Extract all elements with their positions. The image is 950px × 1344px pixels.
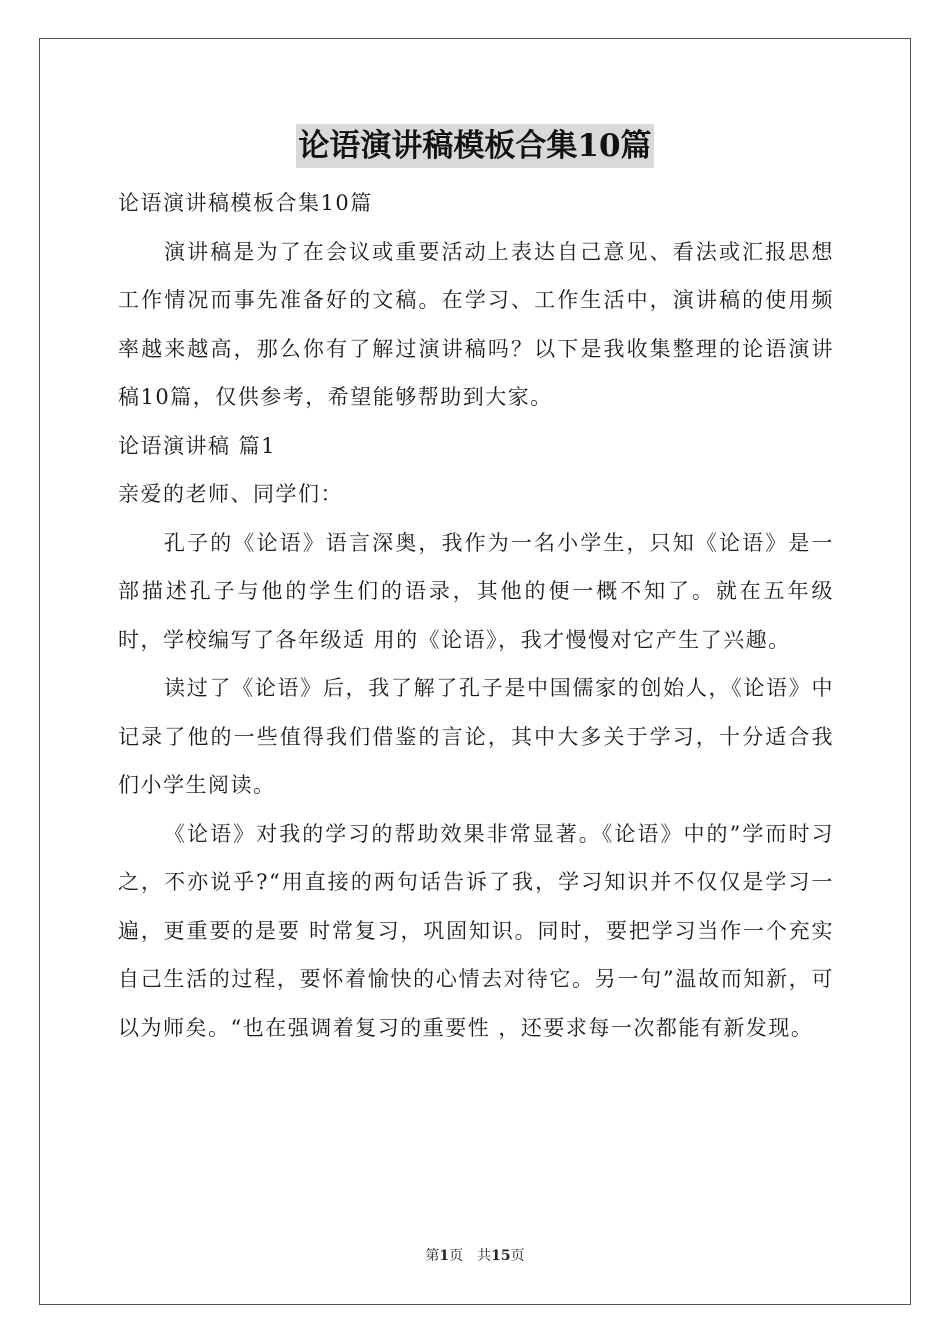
total-page-number: 15 bbox=[491, 1248, 511, 1264]
paragraph: 孔子的《论语》语言深奥，我作为一名小学生，只知《论语》是一部描述孔子与他的学生们的语录，其他的便一概不知了。就在五年级时，学校编写了各年级适 用的《论语》，我才慢慢对它产生了兴趣。 bbox=[118, 530, 834, 652]
title-area bbox=[0, 124, 950, 168]
document-body bbox=[118, 179, 834, 1052]
current-page-number: 1 bbox=[439, 1248, 450, 1264]
document-title: 论语演讲稿模板合集10篇 bbox=[296, 124, 653, 168]
footer-mid: 页 共 bbox=[449, 1248, 492, 1264]
paragraph: 演讲稿是为了在会议或重要活动上表达自己意见、看法或汇报思想工作情况而事先准备好的文稿。在学习、工作生活中，演讲稿的使用频率越来越高，那么你有了解过演讲稿吗？以下是我收集整理的论语演讲稿10篇，仅供参考，希望能够帮助到大家。 bbox=[118, 239, 834, 409]
section-heading: 论语演讲稿 篇1 bbox=[118, 433, 277, 458]
footer-prefix: 第 bbox=[425, 1248, 440, 1264]
paragraph: 论语演讲稿模板合集10篇 bbox=[118, 191, 373, 215]
salutation: 亲爱的老师、同学们： bbox=[118, 482, 343, 506]
page-footer bbox=[0, 1246, 950, 1266]
footer-suffix: 页 bbox=[510, 1248, 525, 1264]
paragraph: 读过了《论语》后，我了解了孔子是中国儒家的创始人，《论语》中记录了他的一些值得我们借鉴的言论，其中大多关于学习，十分适合我们小学生阅读。 bbox=[118, 676, 834, 797]
paragraph: 《论语》对我的学习的帮助效果非常显著。《论语》中的”学而时习之，不亦说乎?“用直接的两句话告诉了我，学习知识并不仅仅是学习一遍，更重要的是要 时常复习，巩固知识。同时，要把学习当作一个充实自己生活的过程，要怀着愉快的心情去对待它。另一句”温故而知新，可以为师矣。“也在强调着复习的重要性 ，还要求每一次都能有新发现。 bbox=[118, 821, 834, 1040]
